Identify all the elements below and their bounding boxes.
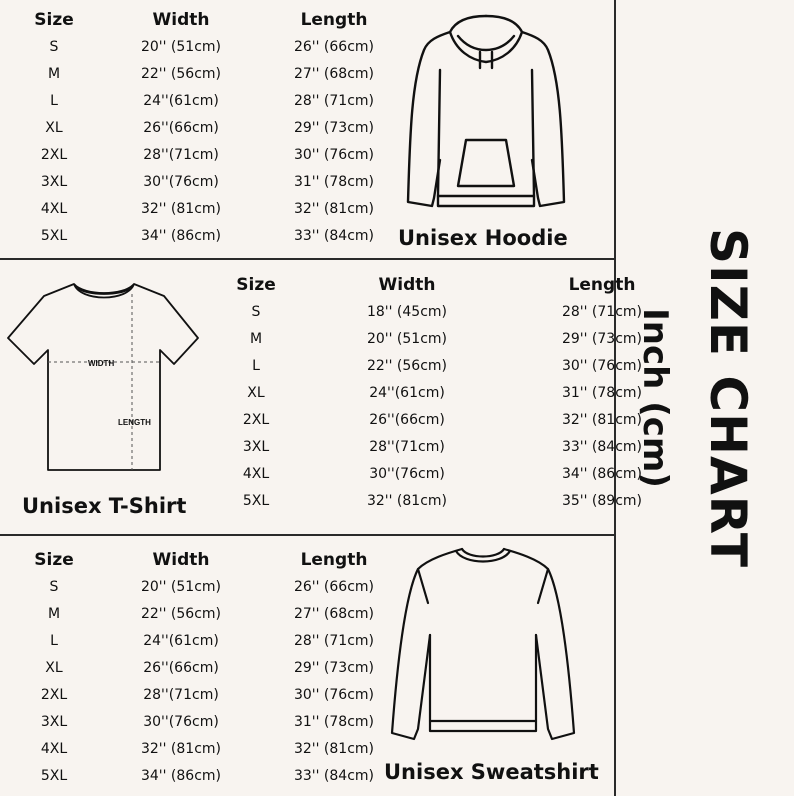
width-header: Width <box>378 274 436 295</box>
length-cell: 34'' (86cm) <box>561 465 643 482</box>
width-cell: 26''(66cm) <box>143 659 219 676</box>
hoodie-size-table <box>14 6 400 249</box>
width-cell: 20'' (51cm) <box>140 578 222 595</box>
length-cell: 32'' (81cm) <box>561 411 643 428</box>
width-cell: 30''(76cm) <box>143 713 219 730</box>
width-cell: 24''(61cm) <box>369 384 445 401</box>
width-cell: 30''(76cm) <box>143 173 219 190</box>
length-cell: 32'' (81cm) <box>293 740 375 757</box>
size-cell: 4XL <box>40 740 68 757</box>
length-cell: 27'' (68cm) <box>293 605 375 622</box>
size-cell: L <box>50 92 58 109</box>
tshirt-size-table <box>216 271 686 514</box>
size-cell: 5XL <box>40 767 68 784</box>
sweatshirt-illustration <box>388 543 578 747</box>
length-cell: 29'' (73cm) <box>561 330 643 347</box>
length-cell: 30'' (76cm) <box>561 357 643 374</box>
length-cell: 26'' (66cm) <box>293 578 375 595</box>
table-row <box>216 325 686 352</box>
width-cell: 20'' (51cm) <box>366 330 448 347</box>
size-cell: L <box>50 632 58 649</box>
width-cell: 18'' (45cm) <box>366 303 448 320</box>
sweatshirt-caption: Unisex Sweatshirt <box>384 760 599 784</box>
width-cell: 34'' (86cm) <box>140 767 222 784</box>
length-cell: 32'' (81cm) <box>293 200 375 217</box>
length-label: LENGTH <box>118 418 151 427</box>
table-row <box>216 352 686 379</box>
size-header: Size <box>236 274 276 295</box>
table-row <box>14 33 400 60</box>
size-cell: L <box>252 357 260 374</box>
length-cell: 31'' (78cm) <box>293 713 375 730</box>
hoodie-caption: Unisex Hoodie <box>398 226 568 250</box>
size-header: Size <box>34 9 74 30</box>
length-cell: 28'' (71cm) <box>561 303 643 320</box>
length-header: Length <box>300 9 368 30</box>
table-row <box>14 627 400 654</box>
width-cell: 22'' (56cm) <box>140 605 222 622</box>
tshirt-illustration <box>4 276 204 476</box>
width-cell: 34'' (86cm) <box>140 227 222 244</box>
length-cell: 33'' (84cm) <box>293 227 375 244</box>
width-label: WIDTH <box>88 359 115 368</box>
table-row <box>216 406 686 433</box>
length-cell: 27'' (68cm) <box>293 65 375 82</box>
size-cell: S <box>49 38 59 55</box>
table-row <box>14 762 400 789</box>
table-row <box>14 114 400 141</box>
table-row <box>14 87 400 114</box>
width-cell: 28''(71cm) <box>143 686 219 703</box>
length-cell: 29'' (73cm) <box>293 659 375 676</box>
size-cell: 3XL <box>242 438 270 455</box>
size-cell: XL <box>45 659 63 676</box>
size-cell: S <box>251 303 261 320</box>
size-chart-title: SIZE CHART <box>699 227 758 569</box>
length-cell: 28'' (71cm) <box>293 632 375 649</box>
size-cell: M <box>47 65 61 82</box>
hoodie-illustration <box>400 10 572 212</box>
width-cell: 32'' (81cm) <box>140 740 222 757</box>
length-header: Length <box>300 549 368 570</box>
table-row <box>14 600 400 627</box>
units-subtitle: Inch (cm) <box>634 308 675 488</box>
size-cell: 4XL <box>40 200 68 217</box>
table-row <box>14 735 400 762</box>
size-cell: S <box>49 578 59 595</box>
width-cell: 32'' (81cm) <box>140 200 222 217</box>
size-cell: 2XL <box>242 411 270 428</box>
size-cell: M <box>249 330 263 347</box>
table-row <box>14 573 400 600</box>
size-cell: 2XL <box>40 146 68 163</box>
size-cell: 3XL <box>40 713 68 730</box>
width-cell: 22'' (56cm) <box>366 357 448 374</box>
table-row <box>216 298 686 325</box>
table-row <box>216 460 686 487</box>
table-row <box>14 681 400 708</box>
width-cell: 22'' (56cm) <box>140 65 222 82</box>
size-cell: 5XL <box>242 492 270 509</box>
length-cell: 26'' (66cm) <box>293 38 375 55</box>
width-cell: 26''(66cm) <box>143 119 219 136</box>
length-cell: 31'' (78cm) <box>561 384 643 401</box>
size-cell: 4XL <box>242 465 270 482</box>
sweatshirt-size-table <box>14 546 400 789</box>
horizontal-divider-top <box>0 258 614 260</box>
width-cell: 24''(61cm) <box>143 632 219 649</box>
table-row <box>14 168 400 195</box>
length-cell: 33'' (84cm) <box>561 438 643 455</box>
length-header: Length <box>568 274 636 295</box>
table-row <box>216 487 686 514</box>
table-row <box>14 708 400 735</box>
length-cell: 28'' (71cm) <box>293 92 375 109</box>
width-header: Width <box>152 549 210 570</box>
length-cell: 29'' (73cm) <box>293 119 375 136</box>
width-cell: 20'' (51cm) <box>140 38 222 55</box>
table-row <box>216 433 686 460</box>
length-cell: 35'' (89cm) <box>561 492 643 509</box>
length-cell: 31'' (78cm) <box>293 173 375 190</box>
table-row <box>14 654 400 681</box>
table-row <box>216 379 686 406</box>
length-cell: 30'' (76cm) <box>293 146 375 163</box>
table-row <box>14 222 400 249</box>
size-cell: M <box>47 605 61 622</box>
size-cell: 2XL <box>40 686 68 703</box>
width-cell: 32'' (81cm) <box>366 492 448 509</box>
width-cell: 28''(71cm) <box>143 146 219 163</box>
table-row <box>14 60 400 87</box>
size-cell: 5XL <box>40 227 68 244</box>
table-row <box>14 195 400 222</box>
width-header: Width <box>152 9 210 30</box>
width-cell: 30''(76cm) <box>369 465 445 482</box>
size-cell: 3XL <box>40 173 68 190</box>
width-cell: 26''(66cm) <box>369 411 445 428</box>
size-cell: XL <box>45 119 63 136</box>
length-cell: 33'' (84cm) <box>293 767 375 784</box>
tshirt-caption: Unisex T-Shirt <box>22 494 187 518</box>
size-cell: XL <box>247 384 265 401</box>
width-cell: 24''(61cm) <box>143 92 219 109</box>
length-cell: 30'' (76cm) <box>293 686 375 703</box>
size-header: Size <box>34 549 74 570</box>
width-cell: 28''(71cm) <box>369 438 445 455</box>
table-row <box>14 141 400 168</box>
horizontal-divider-bottom <box>0 534 614 536</box>
